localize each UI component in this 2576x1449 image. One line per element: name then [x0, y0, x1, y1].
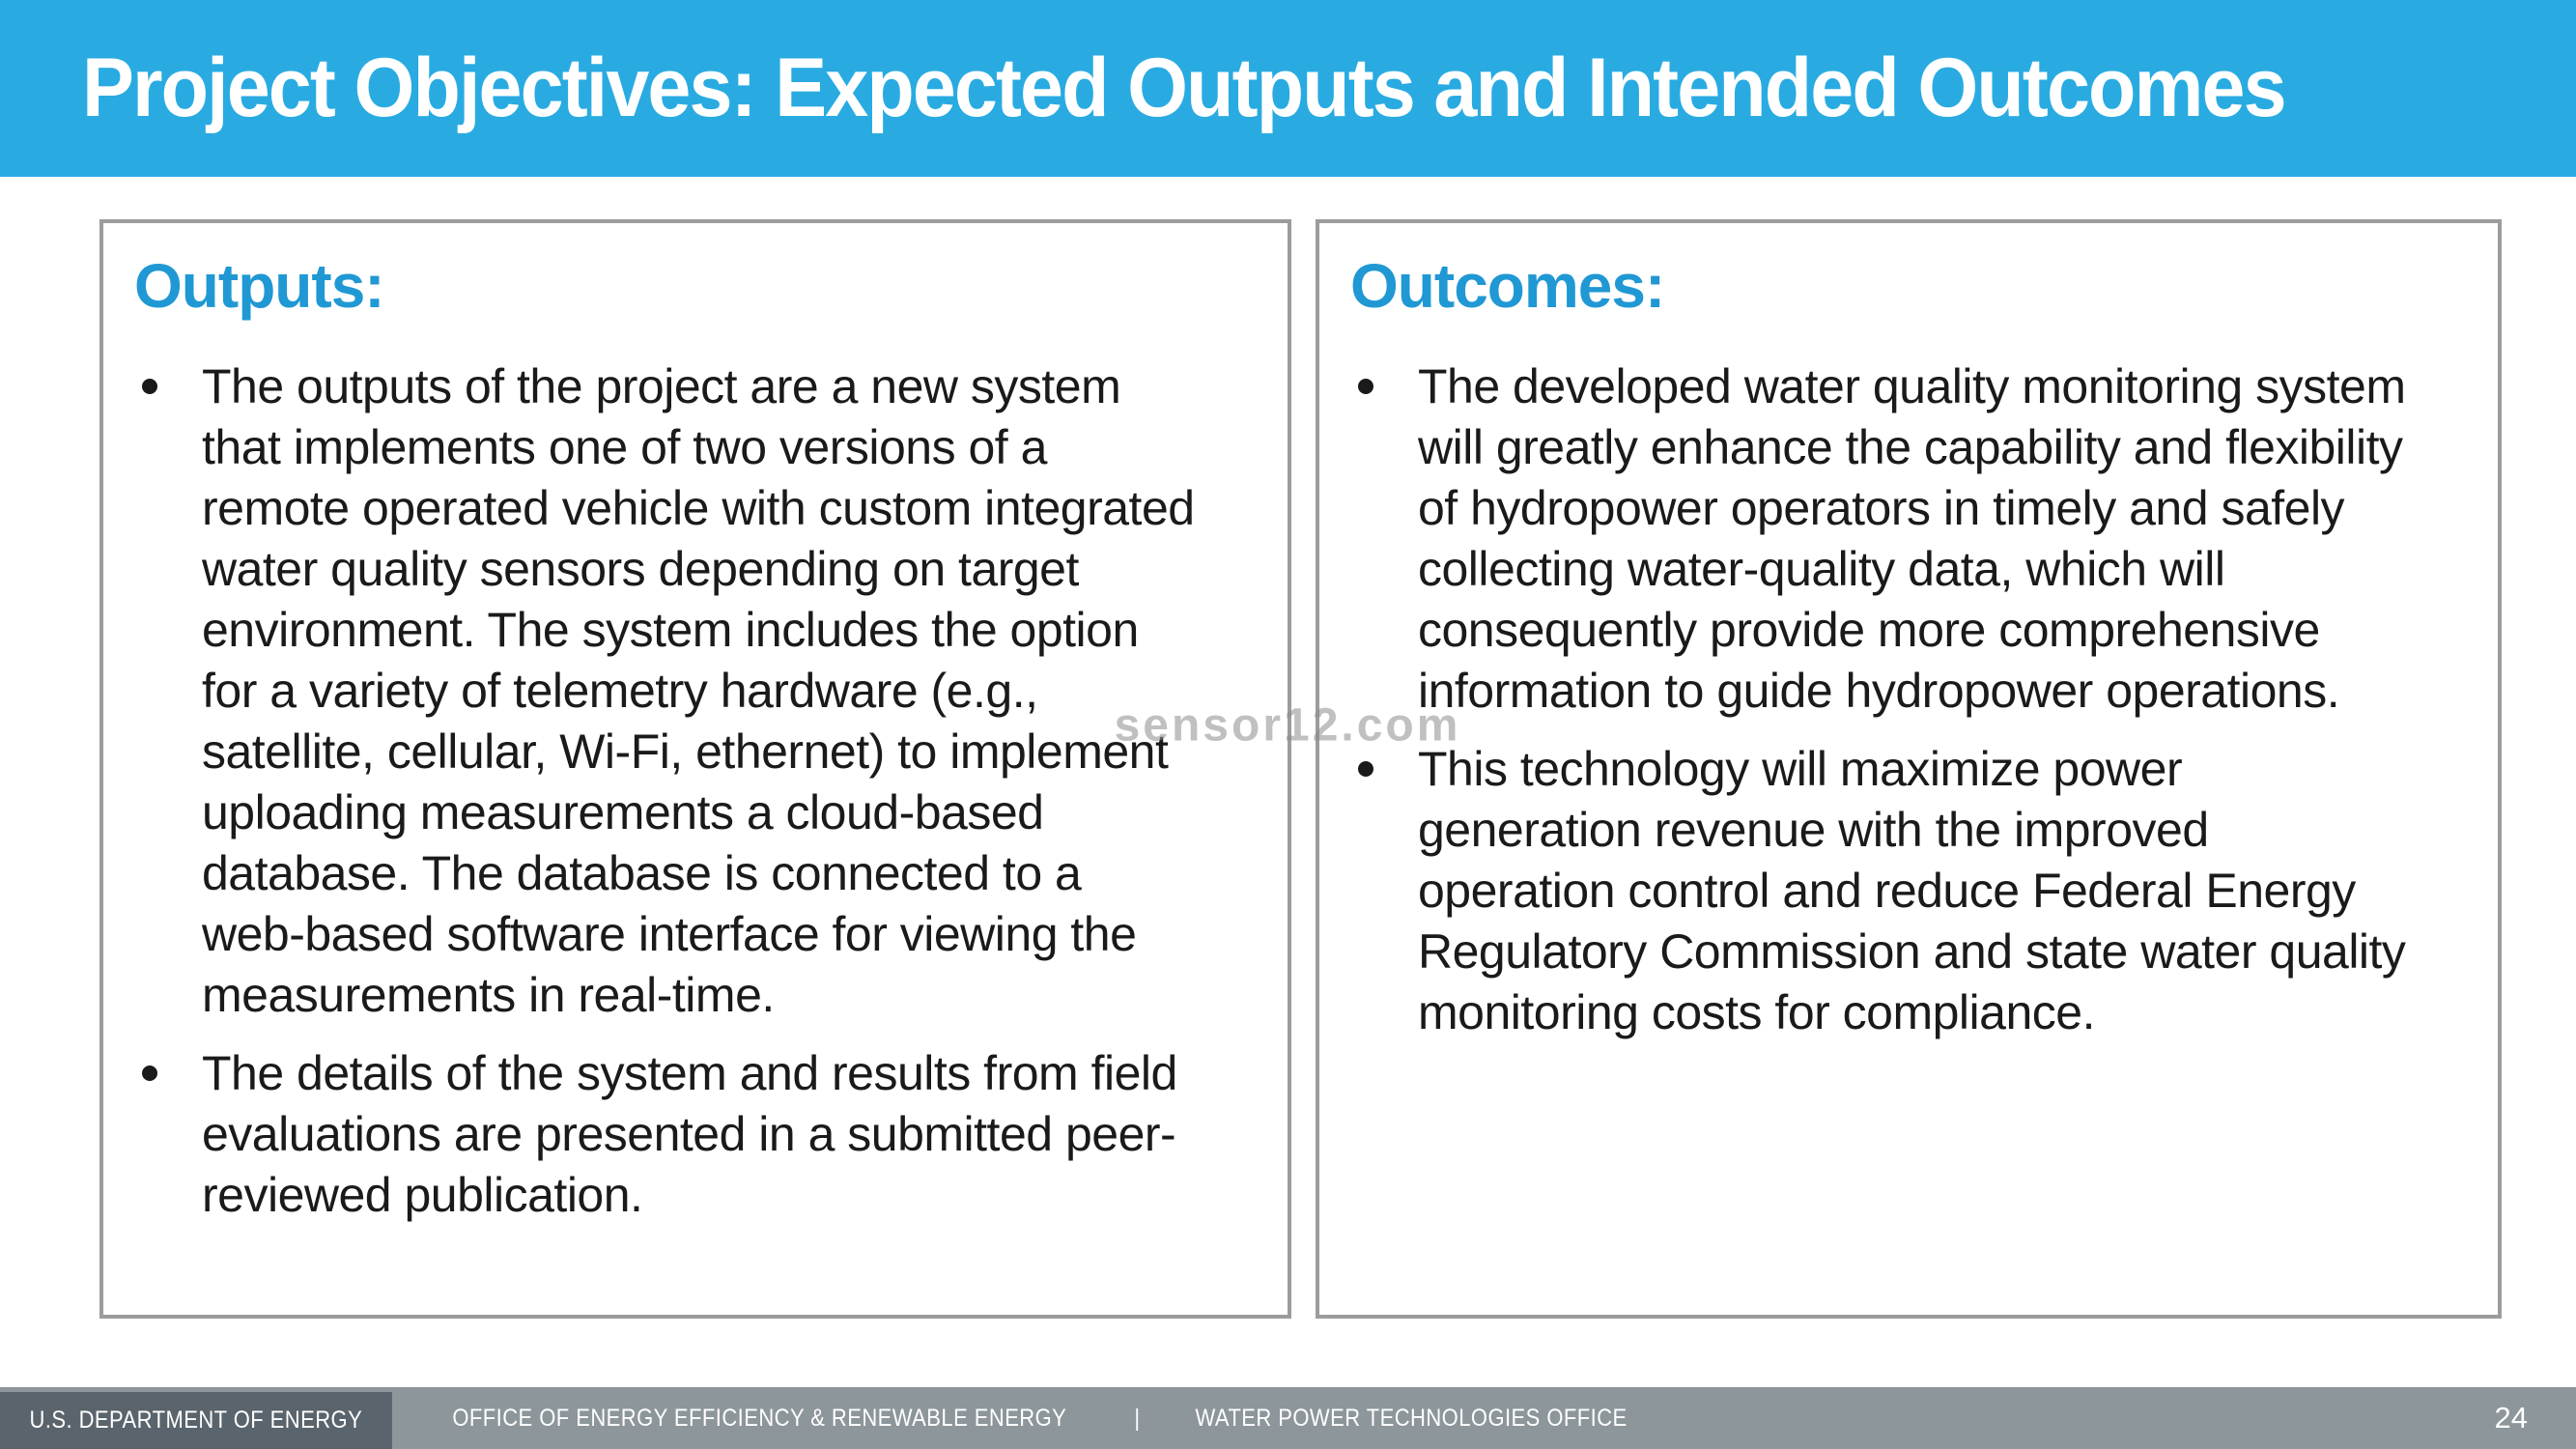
footer-department-bar — [0, 1392, 392, 1449]
slide-title-bar — [0, 0, 2576, 177]
footer-office-row — [410, 1405, 1656, 1433]
outputs-bullet-text-2: The details of the system and results from field evaluations are presented in a submitted peer-reviewed publication. — [202, 1046, 1177, 1222]
outcomes-bullet-item-1 — [1348, 356, 2471, 722]
outcomes-bullet-text-2: This technology will maximize power generation revenue with the improved operation control and reduce Federal Energy Regulatory Commission and state water quality monitoring costs for compliance. — [1418, 742, 2406, 1039]
outputs-bullet-list — [132, 356, 1260, 1226]
bullet-dot-icon — [142, 379, 157, 394]
outputs-panel — [99, 219, 1291, 1319]
outcomes-bullet-text-1: The developed water quality monitoring system will greatly enhance the capability and flexibility of hydropower operators in timely and safely collecting water-quality data, which will consequently provide more comprehensive information to guide hydropower operations. — [1418, 359, 2406, 718]
bullet-dot-icon — [1358, 761, 1373, 777]
outputs-bullet-text-1: The outputs of the project are a new system that implements one of two versions of a remote operated vehicle with custom integrated water quality sensors depending on target environment. The system includes the option for a variety of telemetry hardware (e.g., satellite, cellular, Wi-Fi, ethernet) to implement uploading measurements a cloud-based database. The database is connected to a web-based software interface for viewing the measurements in real-time. — [202, 359, 1195, 1022]
footer-program-label: WATER POWER TECHNOLOGIES OFFICE — [1195, 1404, 1628, 1432]
outcomes-bullet-list — [1348, 356, 2471, 1043]
outputs-bullet-item-2 — [132, 1043, 1260, 1226]
outcomes-heading: Outcomes: — [1350, 251, 1665, 321]
outputs-bullet-item-1 — [132, 356, 1260, 1026]
outcomes-panel — [1316, 219, 2502, 1319]
footer-department-label: U.S. DEPARTMENT OF ENERGY — [29, 1406, 363, 1434]
outcomes-bullet-item-2 — [1348, 739, 2471, 1043]
watermark: sensor12.com — [1114, 699, 1461, 752]
footer-office-label: OFFICE OF ENERGY EFFICIENCY & RENEWABLE ENERGY — [452, 1404, 1067, 1432]
outputs-heading: Outputs: — [134, 251, 384, 321]
footer-separator: | — [1134, 1404, 1141, 1432]
slide-title: Project Objectives: Expected Outputs and Intended Outcomes — [82, 42, 2285, 134]
bullet-dot-icon — [142, 1065, 157, 1081]
bullet-dot-icon — [1358, 379, 1373, 394]
page-number: 24 — [2494, 1401, 2528, 1435]
